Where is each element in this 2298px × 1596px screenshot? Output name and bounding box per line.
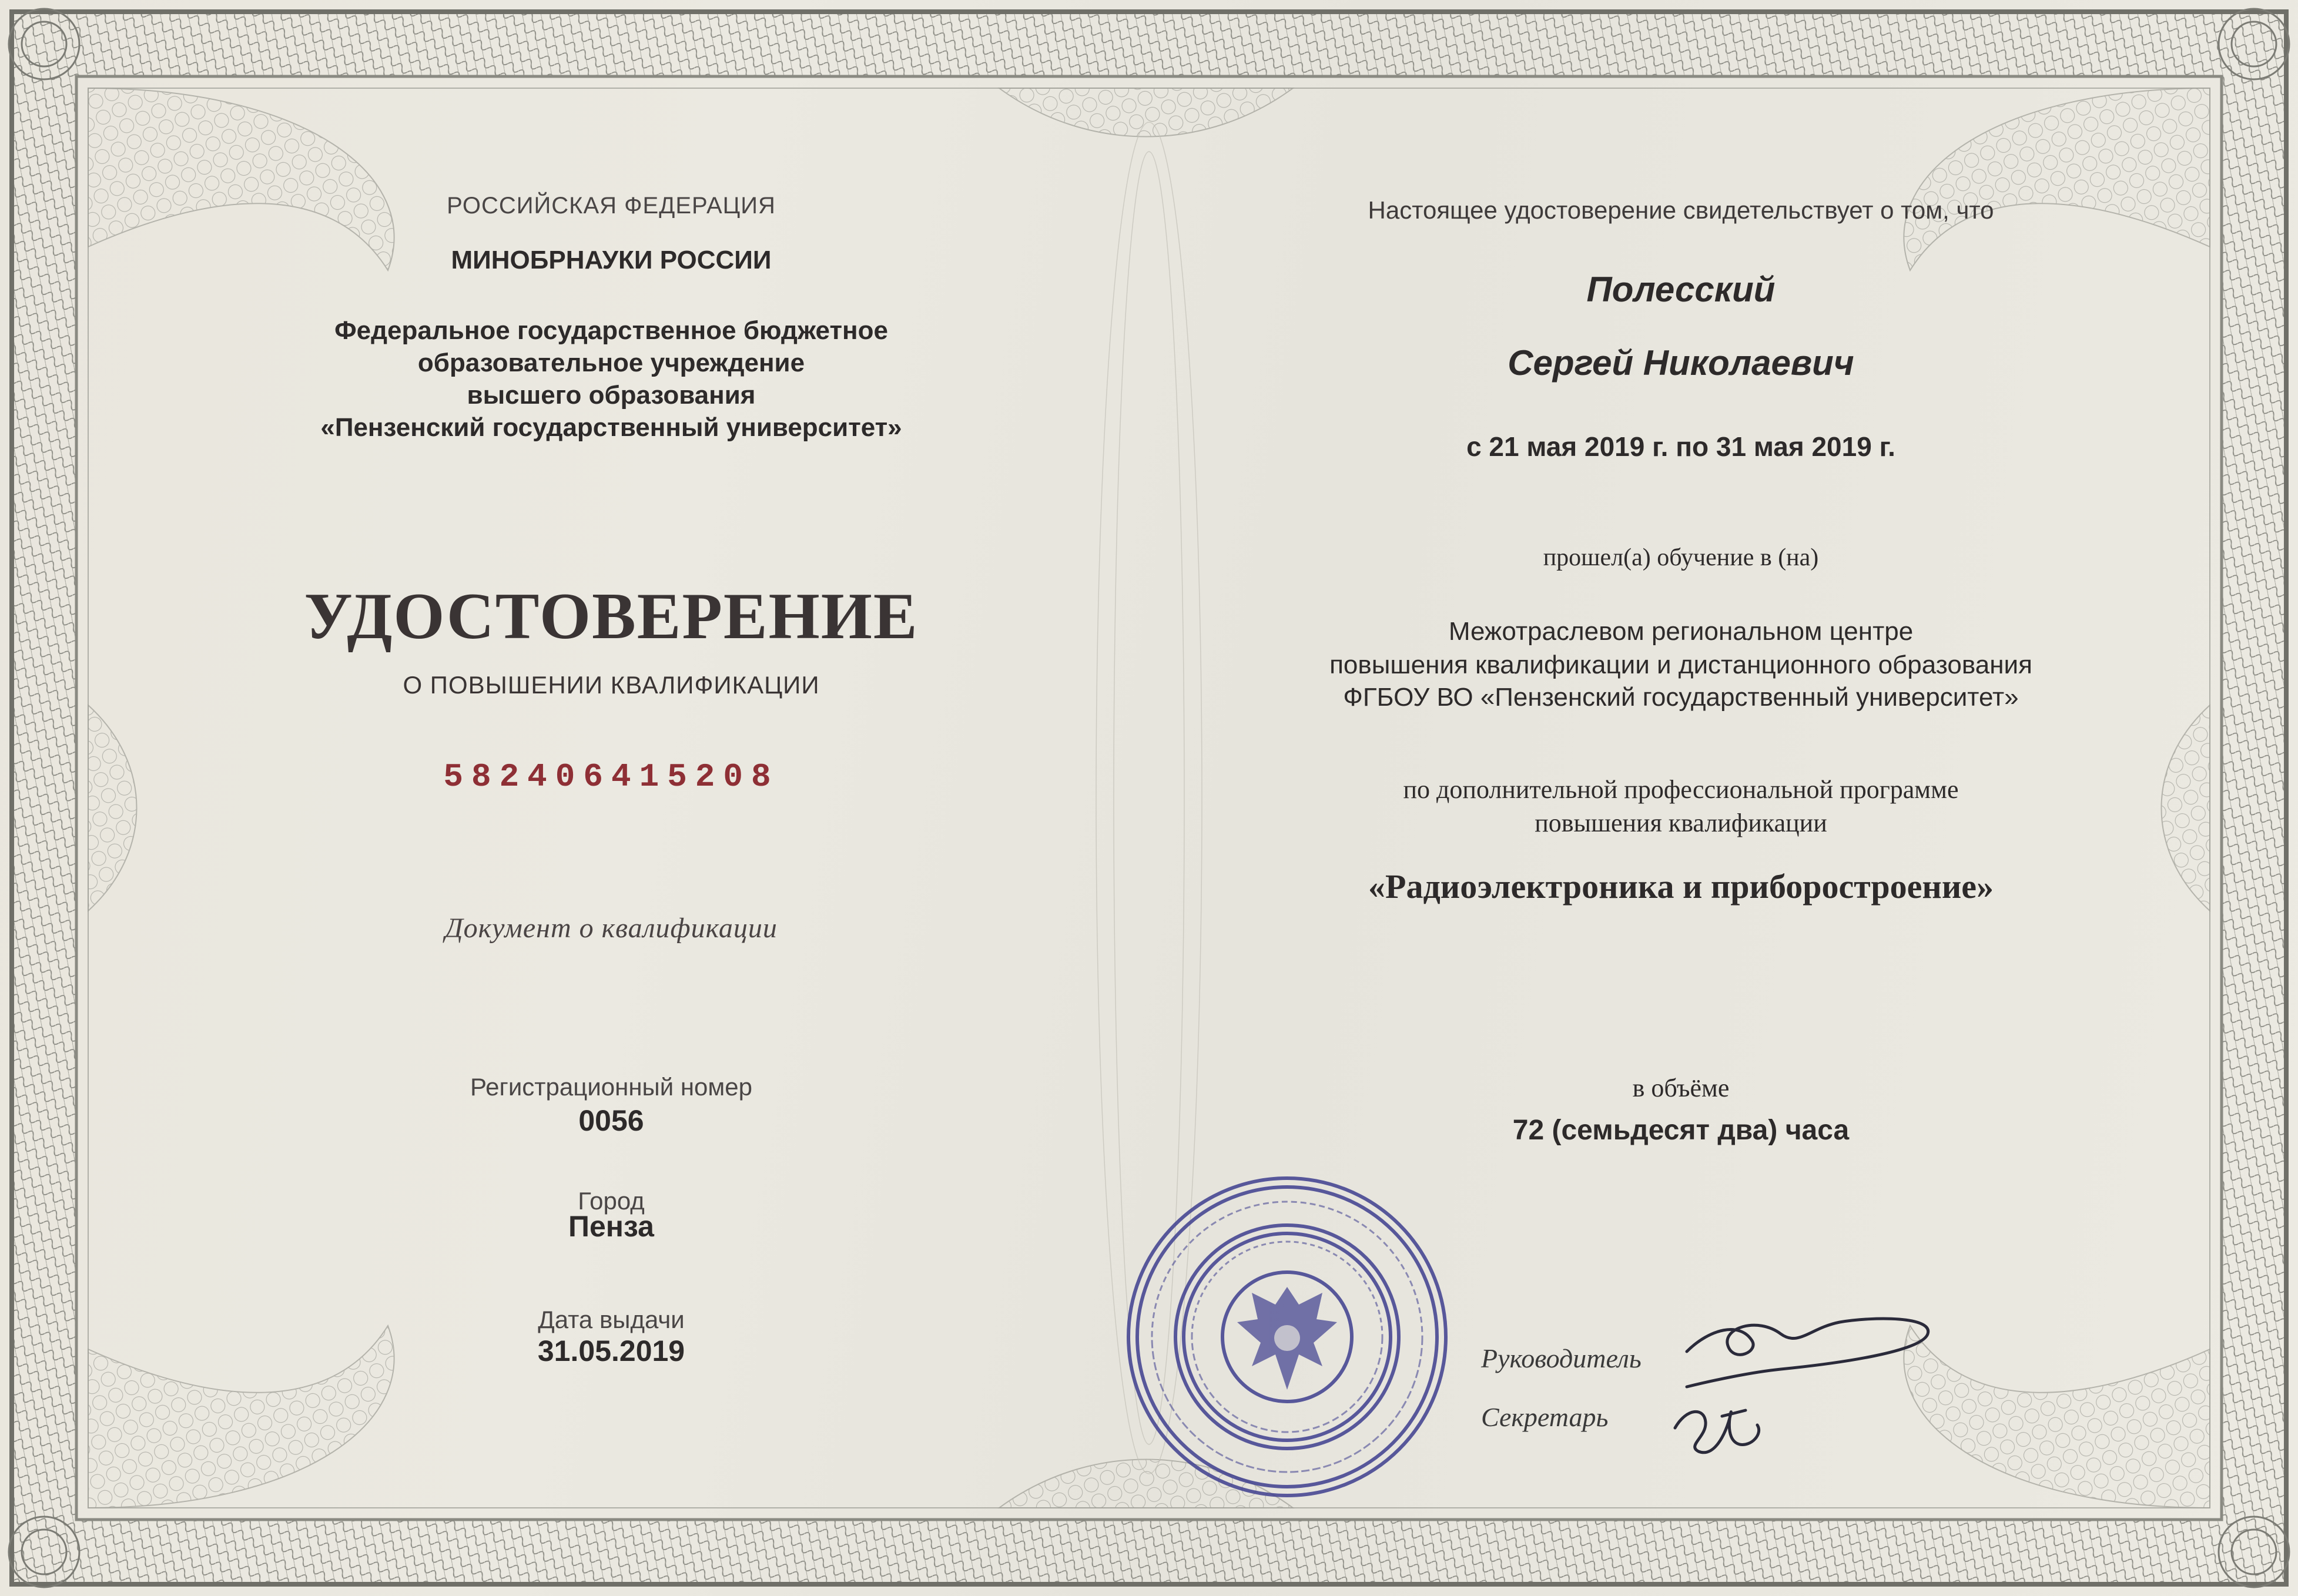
center-line-2: повышения квалификации и дистанционного образования: [1329, 651, 2032, 679]
intro-text: Настоящее удостоверение свидетельствует о том, что: [1368, 196, 1994, 224]
issue-date-label: Дата выдачи: [538, 1306, 685, 1333]
holder-surname: Полесский: [1586, 270, 1776, 309]
head-signature: [1687, 1319, 1928, 1387]
holder-name: Сергей Николаевич: [1508, 343, 1854, 383]
official-stamp: [1117, 1166, 1458, 1507]
left-page: [176, 0, 1046, 1596]
document-subtitle: О ПОВЫШЕНИИ КВАЛИФИКАЦИИ: [403, 671, 820, 699]
institution-line-1: Федеральное государственное бюджетное: [334, 316, 888, 345]
secretary-signature: [1675, 1410, 1759, 1453]
ministry-label: МИНОБРНАУКИ РОССИИ: [451, 246, 772, 274]
country-label: РОССИЙСКАЯ ФЕДЕРАЦИЯ: [447, 193, 776, 219]
registration-number: 0056: [578, 1104, 644, 1137]
trained-label: прошел(а) обучение в (на): [1543, 544, 1819, 571]
training-period: с 21 мая 2019 г. по 31 мая 2019 г.: [1466, 431, 1895, 462]
center-line-1: Межотраслевом региональном центре: [1448, 617, 1914, 646]
serial-number: 582406415208: [443, 758, 779, 796]
head-signature-label: Руководитель: [1481, 1343, 1642, 1373]
city-label: Город: [578, 1187, 645, 1215]
signatures: [1663, 1293, 1945, 1469]
volume-label: в объёме: [1632, 1074, 1730, 1102]
program-line-1: по дополнительной профессиональной программе: [1403, 775, 1959, 804]
center-line-3: ФГБОУ ВО «Пензенский государственный университет»: [1343, 683, 2019, 712]
issue-date-value: 31.05.2019: [537, 1335, 685, 1367]
document-type: Документ о квалификации: [445, 913, 778, 944]
city-value: Пенза: [568, 1210, 654, 1243]
volume-value: 72 (семьдесят два) часа: [1512, 1115, 1850, 1146]
institution-line-2: образовательное учреждение: [417, 348, 805, 377]
program-line-2: повышения квалификации: [1535, 809, 1827, 837]
program-name: «Радиоэлектроника и приборостроение»: [1368, 867, 1994, 906]
registration-label: Регистрационный номер: [470, 1073, 752, 1101]
secretary-signature-label: Секретарь: [1481, 1402, 1609, 1432]
institution-line-3: высшего образования: [467, 381, 756, 410]
document-title: УДОСТОВЕРЕНИЕ: [304, 580, 919, 653]
institution-line-4: «Пензенский государственный университет»: [320, 413, 902, 442]
